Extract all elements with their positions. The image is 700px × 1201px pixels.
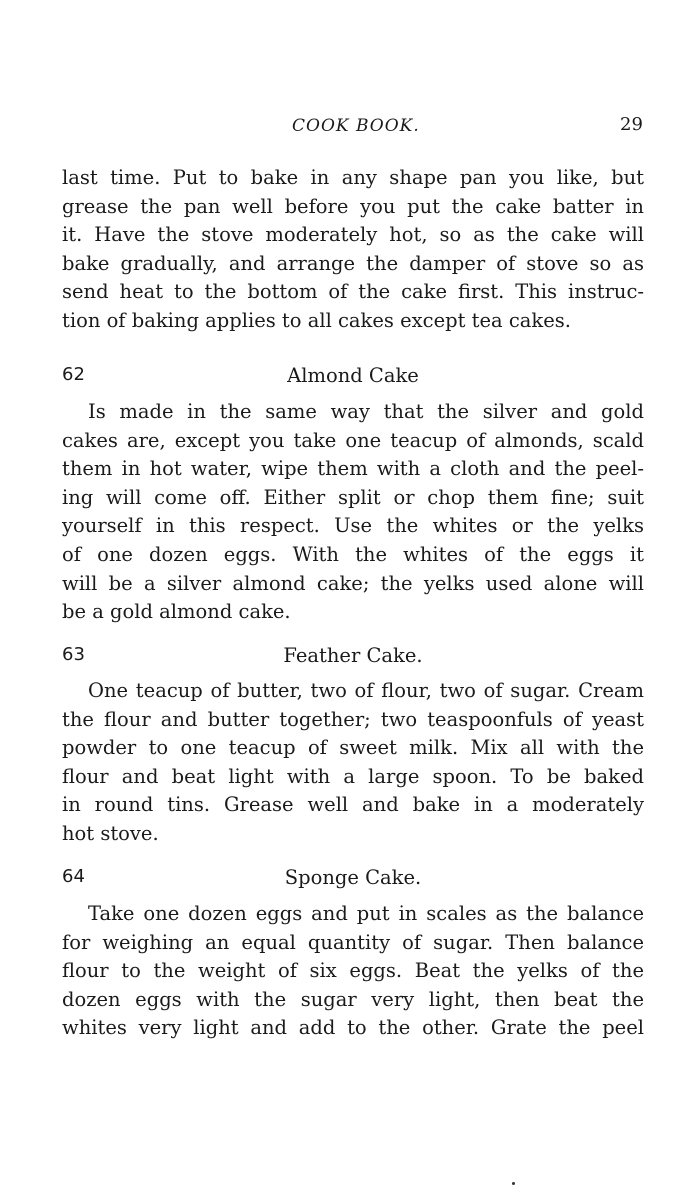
recipe-line: whites very light and add to the other. Grate the peel	[62, 1016, 644, 1040]
recipe-paragraph	[88, 900, 644, 929]
recipe-title: Feather Cake.	[283, 644, 423, 667]
recipe-line: powder to one teacup of sweet milk. Mix all with the	[62, 736, 644, 760]
recipe-line: flour and beat light with a large spoon. To be baked	[62, 764, 644, 788]
recipe-paragraph	[62, 427, 644, 627]
recipe-line: cakes are, except you take one teacup of almonds, scald	[62, 428, 644, 452]
recipe-paragraph	[62, 706, 644, 849]
recipe-line: dozen eggs with the sugar very light, then beat the	[62, 987, 644, 1011]
recipe-line: in round tins. Grease well and bake in a moderately	[62, 793, 644, 817]
recipe-line: Is made in the same way that the silver and gold	[88, 400, 644, 423]
recipe-number: 62	[62, 364, 85, 385]
recipe-line: for weighing an equal quantity of sugar. Then balance	[62, 930, 644, 954]
recipe-line: flour to the weight of six eggs. Beat the yelks of the	[62, 959, 644, 983]
running-head	[0, 116, 700, 142]
recipe-heading	[62, 644, 644, 672]
recipe-title: Almond Cake	[287, 364, 419, 387]
recipe-paragraph	[88, 677, 644, 706]
intro-line: it. Have the stove moderately hot, so as the cake will	[62, 223, 644, 247]
recipe-number: 64	[62, 866, 85, 887]
recipe-heading	[62, 364, 644, 392]
recipe-line: will be a silver almond cake; the yelks used alone will	[62, 571, 644, 595]
recipe-heading	[62, 866, 644, 894]
recipe-paragraph	[88, 398, 644, 427]
intro-line: last time. Put to bake in any shape pan you like, but	[62, 166, 644, 189]
print-speck	[512, 1182, 515, 1185]
recipe-number: 63	[62, 644, 85, 665]
recipe-line: yourself in this respect. Use the whites or the yelks	[62, 514, 644, 538]
intro-line: grease the pan well before you put the cake batter in	[62, 194, 644, 218]
recipe-line: the flour and butter together; two teaspoonfuls of yeast	[62, 707, 644, 731]
intro-line: send heat to the bottom of the cake first. This instruc-	[62, 280, 644, 304]
running-title: COOK BOOK.	[292, 116, 420, 136]
intro-line: tion of baking applies to all cakes except tea cakes.	[62, 308, 571, 332]
recipe-line: them in hot water, wipe them with a cloth and the peel-	[62, 457, 644, 481]
page-number: 29	[620, 114, 643, 135]
intro-paragraph	[62, 164, 644, 336]
recipe-paragraph	[62, 929, 644, 1043]
recipe-line: ing will come off. Either split or chop them fine; suit	[62, 485, 644, 509]
recipe-title: Sponge Cake.	[284, 866, 422, 889]
recipe-line: One teacup of butter, two of flour, two of sugar. Cream	[88, 679, 644, 702]
intro-line: bake gradually, and arrange the damper of stove so as	[62, 251, 644, 275]
recipe-line: hot stove.	[62, 821, 159, 845]
recipe-line: Take one dozen eggs and put in scales as the balance	[88, 902, 644, 925]
recipe-line: of one dozen eggs. With the whites of the eggs it	[62, 542, 644, 566]
recipe-line: be a gold almond cake.	[62, 600, 291, 624]
